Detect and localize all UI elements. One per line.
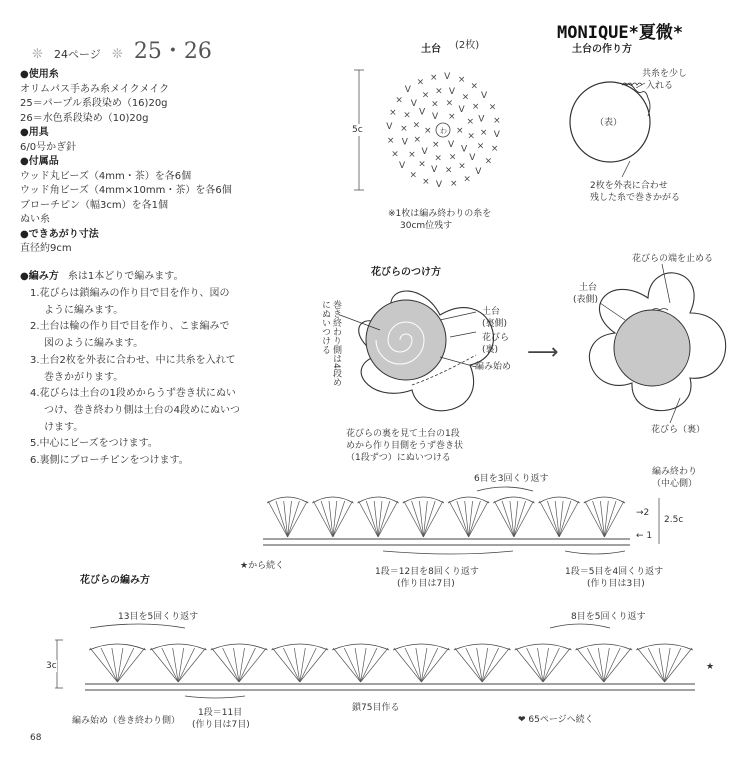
- petal-chart-title: 花びらの編み方: [80, 575, 150, 586]
- stitch-symbol: V: [493, 130, 500, 141]
- step-line: 巻きかがります。: [44, 371, 124, 383]
- yarn-line: オリムパス手あみ糸メイクメイク: [20, 83, 170, 95]
- page-ref: 24ページ: [54, 48, 101, 61]
- stitch-symbol: V: [469, 153, 476, 164]
- star-marker: ★: [706, 662, 715, 672]
- steps-list: [30, 286, 240, 470]
- base-making-note: [590, 180, 680, 204]
- stitch-symbol: ×: [409, 170, 418, 181]
- stitch-symbol: V: [478, 114, 485, 125]
- arrow-icon: ⟶: [527, 340, 559, 365]
- making-note-line: 2枚を外表に合わせ: [590, 181, 668, 191]
- label-line: （中心側）: [652, 479, 698, 489]
- height-upper-label: 2.5c: [664, 515, 684, 525]
- step-line: 6.裏側にブローチピンをつけます。: [30, 455, 189, 467]
- stitch-symbol: ×: [432, 139, 440, 150]
- step-line: ように編みます。: [44, 304, 124, 316]
- fan-arc: [403, 497, 444, 503]
- stitch-symbol: ×: [476, 141, 485, 152]
- continue-to-label: ❤ 65ページへ続く: [518, 715, 594, 725]
- step-line: つけ、巻き終わり側は土台の4段めにぬいつ: [44, 404, 240, 416]
- yarn-line: 25＝パープル系段染め（16)20g: [20, 98, 168, 109]
- fan-arc: [89, 644, 146, 650]
- repeat-lower-left-label: 13目を5回くり返す: [118, 612, 199, 622]
- stitch-symbol: ×: [448, 152, 457, 163]
- stitch-symbol: ×: [424, 126, 432, 136]
- repeat-upper-label: 6目を3回くり返す: [474, 474, 549, 484]
- base-making-title: 土台の作り方: [572, 44, 632, 55]
- stitch-symbol: ×: [400, 124, 408, 134]
- stitch-symbol: V: [421, 147, 428, 157]
- base-back-label: [482, 306, 507, 330]
- stitch-symbol: ×: [421, 90, 430, 101]
- step-line: けます。: [44, 421, 84, 433]
- parts-line: ブローチピン（幅3cm）を各1個: [20, 199, 168, 211]
- tools-heading: ●用具: [20, 127, 49, 138]
- tools-line: 6/0号かぎ針: [20, 141, 77, 153]
- stitch-symbol: ×: [479, 128, 488, 138]
- label-line: 1段＝11目: [198, 708, 243, 718]
- watermark: MONIQUE*夏微*: [557, 23, 684, 43]
- fan-arc: [448, 497, 489, 503]
- parts-line: ウッド丸ビーズ（4mm・茶）を各6個: [20, 170, 192, 182]
- stitch-symbol: ×: [416, 77, 425, 88]
- fan-arc: [211, 644, 268, 650]
- continue-from-label: ★から続く: [240, 561, 285, 571]
- stitch-symbol: V: [444, 72, 451, 83]
- fan-arc: [393, 644, 450, 650]
- stitch-symbol: ×: [413, 134, 422, 145]
- base-front-label: （表）: [595, 118, 623, 128]
- label-line: 土台: [482, 307, 501, 317]
- stitch-symbol: ×: [490, 143, 499, 154]
- petal-back-label: [482, 332, 509, 356]
- method-heading: ●編み方: [20, 271, 59, 282]
- stitch-symbol: ×: [403, 110, 411, 121]
- label-line: 花びら: [482, 333, 510, 343]
- petal-chart-lower: [55, 620, 715, 700]
- stitch-symbol: V: [431, 165, 438, 175]
- stitch-symbol: V: [448, 139, 455, 150]
- stitch-symbol: ×: [391, 149, 399, 160]
- attach-note-line: 花びらの裏を見て土台の1段: [346, 429, 460, 439]
- label-line: (裏): [482, 345, 499, 355]
- stitch-symbol: ×: [488, 102, 497, 113]
- base-note: [388, 208, 491, 232]
- flower-icon: ❊: [32, 47, 43, 62]
- stitch-symbol: ×: [493, 116, 501, 126]
- attach-note: [346, 428, 463, 464]
- attach-vertical-label: 巻き終わり側は4段めにぬいつける: [320, 300, 341, 387]
- row2-label: →2: [636, 508, 650, 518]
- stitch-symbol: V: [475, 167, 482, 177]
- end-label: [652, 466, 697, 490]
- making-note-line: 残した糸で巻きかがる: [590, 193, 681, 203]
- stitch-symbol: V: [404, 85, 411, 95]
- stitch-symbol: ×: [456, 126, 464, 136]
- base-crochet-chart: [345, 55, 520, 205]
- stitch-symbol: V: [401, 137, 408, 148]
- stitch-symbol: ×: [386, 136, 395, 146]
- yarn-label-line: 入れる: [646, 81, 674, 91]
- stitch-symbol: ×: [389, 108, 397, 119]
- base-note-line: 30cm位残す: [400, 221, 453, 231]
- parts-heading: ●付属品: [20, 156, 59, 167]
- fan-arc: [584, 497, 625, 503]
- height-upper-dimension: [655, 496, 663, 546]
- base-making-yarn-label: [642, 68, 687, 92]
- header: [32, 34, 212, 65]
- svg-text:わ: わ: [440, 127, 447, 135]
- stitch-symbol: ×: [458, 161, 466, 172]
- fan-arc: [636, 644, 693, 650]
- parts-line: ぬい糸: [20, 214, 50, 225]
- stitch-symbol: ×: [435, 86, 443, 97]
- stitch-symbol: V: [399, 161, 406, 172]
- size-heading: ●できあがり寸法: [20, 228, 99, 240]
- fan-arc: [150, 644, 207, 650]
- stitch-symbol: ×: [412, 120, 421, 131]
- stitch-symbol: V: [481, 90, 488, 101]
- fan-arc: [358, 497, 399, 503]
- fan-arc: [515, 644, 572, 650]
- row1-right-label: [565, 566, 663, 590]
- start-label: 編み始め（巻き終わり側）: [72, 716, 181, 726]
- base-chart-title: 土台: [421, 44, 441, 55]
- fan-arc: [312, 497, 353, 503]
- repeat-lower-right-label: 8目を5回くり返す: [571, 612, 646, 622]
- label-line: 土台: [579, 283, 598, 293]
- yarn-line: 26＝水色系段染め（10)20g: [20, 112, 149, 124]
- stitch-symbol: V: [386, 121, 393, 132]
- label-line: (表側): [573, 295, 599, 305]
- label-line: 1段＝5目を4回くり返す: [565, 567, 664, 577]
- label-line: (作り目は3目): [587, 579, 645, 589]
- stitch-symbol: ×: [470, 81, 479, 92]
- stitch-symbol: ×: [450, 179, 458, 190]
- stitch-symbol: ×: [418, 159, 426, 170]
- stitch-symbol: ×: [431, 99, 439, 110]
- method-heading-row: [20, 270, 183, 284]
- fan-arc: [454, 644, 511, 650]
- base-chart-count: (2枚): [455, 40, 480, 51]
- step-line: 図のように編みます。: [44, 338, 144, 350]
- stitch-symbol: ×: [463, 174, 471, 185]
- base-note-line: ※1枚は編み終わりの糸を: [388, 209, 492, 219]
- stitch-symbol: ×: [408, 150, 416, 161]
- base-front-label: [573, 282, 598, 306]
- step-line: 4.花びらは土台の1段めからうず巻き状にぬい: [30, 388, 236, 400]
- attach-note-line: （1段ずつ）にぬいつける: [346, 453, 451, 463]
- label-line: 編み終わり: [652, 467, 698, 477]
- label-line: (裏側): [482, 319, 508, 329]
- label-line: (作り目は7目): [192, 720, 250, 730]
- step-line: 1.花びらは鎖編みの作り目で目を作り、図の: [30, 288, 230, 299]
- row1-left-label: [192, 707, 250, 731]
- step-line: 3.土台2枚を外表に合わせ、中に共糸を入れて: [30, 354, 236, 366]
- stitch-symbol: ×: [395, 95, 403, 106]
- start-label: 編み始め: [475, 362, 512, 372]
- stitch-symbol: ×: [467, 131, 475, 142]
- stitch-symbol: ×: [445, 98, 454, 109]
- stitch-symbol: V: [458, 105, 465, 115]
- label-line: (作り目は7目): [397, 579, 455, 589]
- stitch-symbol: V: [410, 98, 417, 109]
- end-stop-label: 花びらの端を止める: [632, 254, 714, 264]
- flower-icon: ❊: [111, 47, 123, 62]
- yarn-label-line: 共糸を少し: [642, 69, 688, 79]
- stitch-symbol: ×: [448, 112, 456, 123]
- label-line: 1段＝12目を8回くり返す: [375, 567, 479, 577]
- stitch-fans: [89, 644, 693, 682]
- fan-arc: [271, 644, 328, 650]
- yarn-heading: ●使用糸: [20, 69, 59, 80]
- attach-title: 花びらのつけ方: [371, 267, 441, 278]
- petal-back-right-label: 花びら（裏）: [651, 425, 706, 435]
- fan-arc: [539, 497, 580, 503]
- stitch-symbol: V: [448, 87, 456, 97]
- stitch-symbol: ×: [457, 75, 466, 86]
- stitch-symbol: ×: [471, 101, 480, 112]
- stitch-symbol: ×: [434, 153, 442, 164]
- petal-chart-upper: [255, 485, 655, 555]
- fan-arc: [332, 644, 389, 650]
- stitch-symbol: ×: [422, 176, 430, 187]
- size-line: 直径約9cm: [20, 243, 72, 254]
- page-number: 68: [30, 733, 42, 743]
- chain-label: 鎖75目作る: [352, 703, 400, 713]
- step-line: 5.中心にビーズをつけます。: [30, 438, 158, 450]
- fan-arc: [267, 497, 308, 503]
- step-line: 2.土台は輪の作り目で目を作り、こま編みで: [30, 321, 230, 333]
- stitch-symbol: V: [419, 107, 426, 118]
- page-title: 25・26: [133, 39, 212, 64]
- stitch-symbol: ×: [466, 117, 475, 128]
- base-size-label: 5c: [352, 125, 363, 135]
- stitch-symbol: ×: [444, 165, 453, 176]
- fan-arc: [575, 644, 632, 650]
- stitch-fans: [267, 497, 625, 537]
- row1-label: ← 1: [636, 531, 653, 541]
- stitch-symbol: V: [461, 144, 468, 155]
- parts-line: ウッド角ビーズ（4mm×10mm・茶）を各6個: [20, 185, 232, 196]
- materials-section: [20, 68, 232, 257]
- row1-mid-label: [375, 566, 479, 590]
- stitch-symbol: ×: [484, 156, 493, 167]
- attach-note-line: めから作り目側をうず巻き状: [346, 441, 464, 451]
- height-lower-label: 3c: [46, 661, 57, 671]
- stitch-symbol: V: [432, 112, 439, 123]
- method-note: 糸は1本どりで編みます。: [67, 271, 184, 282]
- stitch-symbol: ×: [461, 92, 470, 103]
- stitch-symbol: V: [435, 179, 443, 190]
- stitch-symbol: ×: [430, 72, 438, 83]
- fan-arc: [493, 497, 534, 503]
